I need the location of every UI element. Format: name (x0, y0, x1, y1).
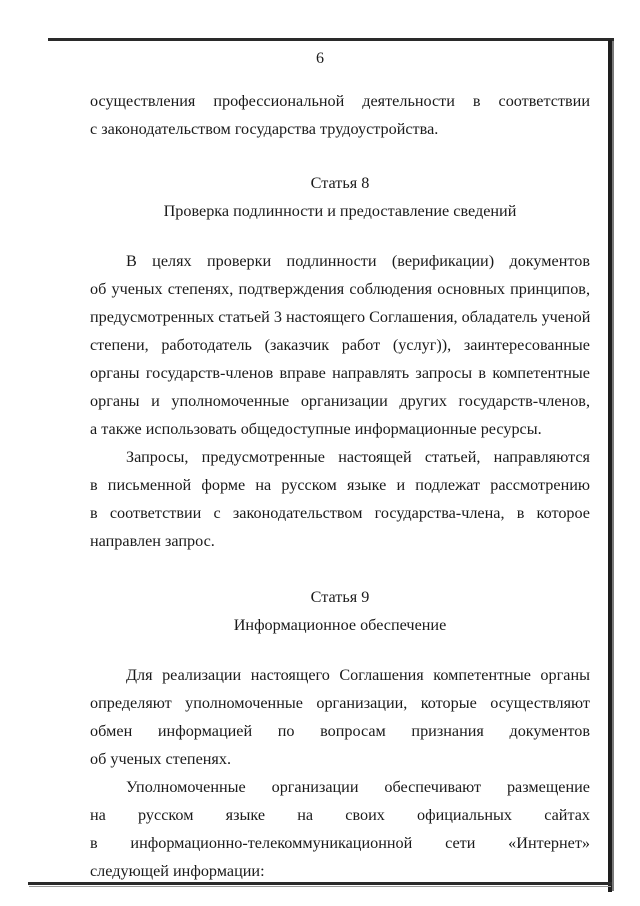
text-line: на русском языке на своих официальных сайтах (90, 806, 590, 824)
text-line: в соответствии с законодательством государства-члена, в которое (90, 504, 590, 522)
intro-paragraph (90, 87, 590, 143)
text-line: об ученых степенях. (90, 750, 232, 768)
text-line: степени, работодатель (заказчик работ (услуг)), заинтересованные (90, 336, 590, 354)
article-8-paragraph-2 (90, 443, 590, 555)
article-8-paragraph-1 (90, 247, 590, 443)
text-line: органы и уполномоченные организации других государств-членов, (90, 392, 590, 410)
text-line: а также использовать общедоступные информационные ресурсы. (90, 420, 542, 438)
text-line: В целях проверки подлинности (верификации) документов (126, 252, 590, 270)
page-number: 6 (316, 50, 324, 67)
article-8-heading (90, 169, 590, 225)
text-line: следующей информации: (90, 862, 265, 880)
text-line: в информационно-телекоммуникационной сети «Интернет» (90, 834, 590, 852)
text-line: направлен запрос. (90, 532, 215, 550)
text-line: осуществления профессиональной деятельности в соответствии (90, 92, 590, 110)
article-9-paragraph-1 (90, 661, 590, 773)
article-9-paragraph-2 (90, 773, 590, 885)
article-number: Статья 9 (310, 588, 370, 606)
text-line: органы государств-членов вправе направлять запросы в компетентные (90, 364, 590, 382)
text-line: в письменной форме на русском языке и подлежат рассмотрению (90, 476, 590, 494)
text-line: Запросы, предусмотренные настоящей статьей, направляются (126, 448, 590, 466)
article-number: Статья 8 (310, 174, 370, 192)
page-frame-right-line (608, 40, 612, 892)
text-line: обмен информацией по вопросам признания документов (90, 722, 590, 740)
text-line: предусмотренных статьей 3 настоящего Соглашения, обладатель ученой (90, 308, 591, 326)
article-title: Проверка подлинности и предоставление сведений (163, 202, 517, 220)
text-line: Уполномоченные организации обеспечивают размещение (126, 778, 590, 796)
text-line: об ученых степенях, подтверждения соблюдения основных принципов, (90, 280, 590, 298)
text-line: Для реализации настоящего Соглашения компетентные органы (126, 666, 590, 684)
text-line: с законодательством государства трудоустройства. (90, 120, 439, 138)
document-body (90, 87, 590, 885)
page-frame-top-line (48, 38, 614, 41)
article-9-heading (90, 583, 590, 639)
article-title: Информационное обеспечение (233, 616, 447, 634)
text-line: определяют уполномоченные организации, которые осуществляют (90, 694, 590, 712)
